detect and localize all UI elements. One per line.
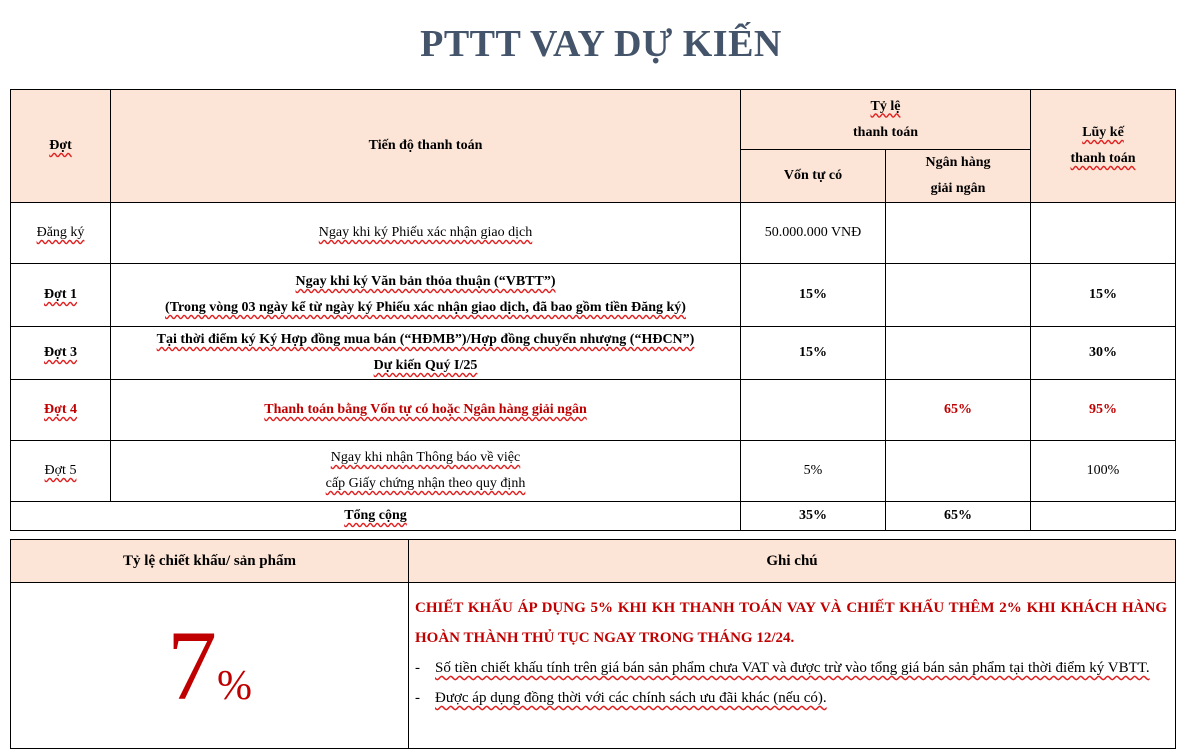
row-description: Thanh toán bằng Vốn tự có hoặc Ngân hàng giải ngân: [111, 380, 741, 441]
table-row: [11, 264, 1176, 327]
row-von-tu-co: 15%: [741, 264, 886, 327]
row-luy-ke: 30%: [1031, 327, 1176, 380]
discount-table: [10, 539, 1176, 749]
table-row: [11, 203, 1176, 264]
header-dot: Đợt: [11, 90, 111, 203]
table-row: [11, 380, 1176, 441]
discount-notes: [409, 583, 1176, 749]
row-dot: Đợt 3: [11, 327, 111, 380]
bullet-marker: -: [415, 660, 420, 676]
header-von-tu-co: Vốn tự có: [741, 150, 886, 203]
row-von-tu-co: 15%: [741, 327, 886, 380]
row-luy-ke: 15%: [1031, 264, 1176, 327]
list-item: [415, 653, 1167, 683]
row-dot: Đợt 4: [11, 380, 111, 441]
header-luy-ke: Lũy kế thanh toán: [1031, 90, 1176, 203]
total-row: [11, 502, 1176, 531]
header-notes: Ghi chú: [409, 540, 1176, 583]
note-heading: CHIẾT KHẤU ÁP DỤNG 5% KHI KH THANH TOÁN VAY VÀ CHIẾT KHẤU THÊM 2% KHI KHÁCH HÀNG HOÀN THÀNH THỦ TỤC NGAY TRONG THÁNG 12/24.: [415, 600, 1167, 646]
row-ngan-hang: [886, 441, 1031, 502]
list-item: [415, 683, 1167, 713]
row-luy-ke: [1031, 203, 1176, 264]
row-von-tu-co: [741, 380, 886, 441]
row-ngan-hang: [886, 203, 1031, 264]
discount-rate-value: [11, 583, 409, 749]
header-ty-le: Tỷ lệ thanh toán: [741, 90, 1031, 150]
bullet-marker: -: [415, 690, 420, 706]
header-ngan-hang: Ngân hàng giải ngân: [886, 150, 1031, 203]
row-description: Ngay khi ký Phiếu xác nhận giao dịch: [111, 203, 741, 264]
table-row: [11, 441, 1176, 502]
row-description: Ngay khi ký Văn bản thỏa thuận (“VBTT”) (Trong vòng 03 ngày kể từ ngày ký Phiếu xác nhận giao dịch, đã bao gồm tiền Đăng ký): [111, 264, 741, 327]
total-ngan-hang: 65%: [886, 502, 1031, 531]
row-ngan-hang: [886, 327, 1031, 380]
table-row: [11, 327, 1176, 380]
row-dot: Đợt 5: [11, 441, 111, 502]
discount-rate-unit: %: [217, 662, 252, 709]
payment-schedule-table: [10, 89, 1176, 531]
total-von-tu-co: 35%: [741, 502, 886, 531]
total-label: Tổng cộng: [11, 502, 741, 531]
row-description: Tại thời điểm ký Ký Hợp đồng mua bán (“HĐMB”)/Hợp đồng chuyển nhượng (“HĐCN”) Dự kiến Quý I/25: [111, 327, 741, 380]
total-luy-ke: [1031, 502, 1176, 531]
page-title: PTTT VAY DỰ KIẾN: [420, 23, 782, 65]
header-tien-do: Tiến độ thanh toán: [111, 90, 741, 203]
row-description: Ngay khi nhận Thông báo về việc cấp Giấy chứng nhận theo quy định: [111, 441, 741, 502]
row-luy-ke: 100%: [1031, 441, 1176, 502]
note-bullet-text: Được áp dụng đồng thời với các chính sách ưu đãi khác (nếu có).: [435, 690, 827, 706]
row-dot: Đợt 1: [11, 264, 111, 327]
row-von-tu-co: 50.000.000 VNĐ: [741, 203, 886, 264]
row-dot: Đăng ký: [11, 203, 111, 264]
header-discount-rate: Tỷ lệ chiết khấu/ sản phẩm: [11, 540, 409, 583]
discount-rate-number: 7: [167, 609, 217, 721]
row-von-tu-co: 5%: [741, 441, 886, 502]
row-luy-ke: 95%: [1031, 380, 1176, 441]
row-ngan-hang: [886, 264, 1031, 327]
row-ngan-hang: 65%: [886, 380, 1031, 441]
note-bullet-text: Số tiền chiết khấu tính trên giá bán sản phẩm chưa VAT và được trừ vào tổng giá bán sản phẩm tại thời điểm ký VBTT.: [435, 660, 1150, 676]
